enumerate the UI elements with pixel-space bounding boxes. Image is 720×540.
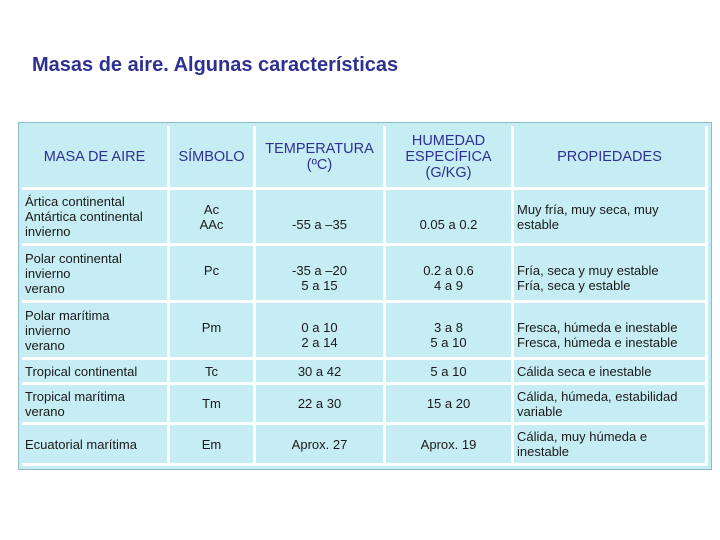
header-humidity-line: ESPECÍFICA bbox=[405, 148, 492, 165]
header-temperature-line: TEMPERATURA bbox=[265, 140, 374, 157]
header-properties-line: PROPIEDADES bbox=[557, 148, 662, 165]
cell-mass bbox=[22, 246, 170, 303]
cell-line: Pc bbox=[203, 263, 220, 278]
cell-line: Polar marítima bbox=[25, 307, 110, 323]
header-humidity bbox=[386, 126, 514, 190]
table-row bbox=[22, 425, 708, 466]
cell-line: Ártica continental bbox=[25, 194, 125, 209]
cell-properties bbox=[514, 190, 708, 246]
cell-line: Antártica continental bbox=[25, 209, 143, 224]
cell-line: Cálida seca e inestable bbox=[517, 363, 652, 379]
cell-temperature bbox=[256, 425, 386, 466]
cell-symbol bbox=[170, 425, 256, 466]
cell-mass bbox=[22, 190, 170, 246]
cell-line: variable bbox=[517, 403, 563, 419]
table-row bbox=[22, 303, 708, 360]
air-masses-table bbox=[22, 126, 708, 466]
cell-line: Ac bbox=[203, 201, 220, 217]
cell-line: 22 a 30 bbox=[297, 396, 342, 411]
header-symbol-line: SÍMBOLO bbox=[178, 148, 245, 165]
header-temperature bbox=[256, 126, 386, 190]
header-humidity-line: HUMEDAD bbox=[411, 132, 486, 149]
cell-properties bbox=[514, 425, 708, 466]
cell-line: Fresca, húmeda e inestable bbox=[517, 335, 678, 350]
cell-line: Pm bbox=[201, 320, 222, 335]
cell-temperature bbox=[256, 385, 386, 425]
cell-line: Cálida, muy húmeda e bbox=[517, 429, 648, 444]
cell-line: Tropical continental bbox=[25, 363, 138, 379]
cell-temperature bbox=[256, 246, 386, 303]
cell-humidity bbox=[386, 303, 514, 360]
cell-line: Fría, seca y muy estable bbox=[517, 263, 659, 278]
cell-humidity bbox=[386, 190, 514, 246]
cell-symbol bbox=[170, 190, 256, 246]
cell-mass bbox=[22, 360, 170, 385]
header-row bbox=[22, 126, 708, 190]
cell-line: 15 a 20 bbox=[426, 396, 471, 411]
table-row bbox=[22, 385, 708, 425]
cell-humidity bbox=[386, 385, 514, 425]
cell-line: Tropical marítima bbox=[25, 388, 125, 404]
cell-line: 5 a 10 bbox=[430, 363, 467, 379]
header-mass bbox=[22, 126, 170, 190]
cell-line: Muy fría, muy seca, muy bbox=[517, 201, 659, 217]
cell-line: Polar continental bbox=[25, 250, 122, 266]
cell-properties bbox=[514, 246, 708, 303]
cell-mass bbox=[22, 425, 170, 466]
cell-line: invierno bbox=[25, 224, 71, 239]
cell-line: Tc bbox=[205, 363, 218, 379]
cell-line: Ecuatorial marítima bbox=[25, 436, 137, 452]
cell-line: 4 a 9 bbox=[434, 278, 463, 293]
page-title: Masas de aire. Algunas características bbox=[32, 54, 399, 76]
cell-line: estable bbox=[517, 216, 559, 232]
cell-line: Fría, seca y estable bbox=[517, 278, 631, 293]
cell-symbol bbox=[170, 303, 256, 360]
cell-line: 5 a 10 bbox=[430, 335, 467, 350]
cell-humidity bbox=[386, 246, 514, 303]
cell-symbol bbox=[170, 246, 256, 303]
cell-line: -55 a –35 bbox=[292, 217, 347, 232]
table-row bbox=[22, 190, 708, 246]
header-mass-line: MASA DE AIRE bbox=[43, 148, 146, 165]
cell-line: Aprox. 19 bbox=[420, 436, 477, 452]
cell-humidity bbox=[386, 425, 514, 466]
air-masses-table-panel bbox=[18, 122, 712, 470]
cell-temperature bbox=[256, 303, 386, 360]
cell-line: invierno bbox=[25, 322, 71, 338]
cell-line: Cálida, húmeda, estabilidad bbox=[517, 388, 678, 404]
table-row bbox=[22, 360, 708, 385]
cell-properties bbox=[514, 303, 708, 360]
cell-line: 0.05 a 0.2 bbox=[419, 217, 478, 232]
cell-line: inestable bbox=[517, 444, 570, 459]
cell-temperature bbox=[256, 190, 386, 246]
cell-temperature bbox=[256, 360, 386, 385]
cell-properties bbox=[514, 360, 708, 385]
cell-line: Fresca, húmeda e inestable bbox=[517, 320, 678, 335]
cell-line: 30 a 42 bbox=[297, 363, 342, 379]
cell-line: 3 a 8 bbox=[434, 320, 463, 335]
cell-line: Aprox. 27 bbox=[291, 436, 348, 452]
cell-line: invierno bbox=[25, 265, 71, 281]
cell-mass bbox=[22, 385, 170, 425]
cell-line: verano bbox=[25, 280, 65, 296]
header-properties bbox=[514, 126, 708, 190]
cell-humidity bbox=[386, 360, 514, 385]
cell-line: 0.2 a 0.6 bbox=[423, 263, 474, 278]
header-symbol bbox=[170, 126, 256, 190]
cell-properties bbox=[514, 385, 708, 425]
header-humidity-unit: (G/KG) bbox=[425, 164, 472, 181]
cell-line: 2 a 14 bbox=[301, 335, 338, 350]
cell-line: AAc bbox=[199, 216, 224, 232]
cell-line: 0 a 10 bbox=[301, 320, 338, 335]
cell-line: Tm bbox=[202, 396, 221, 411]
cell-line: 5 a 15 bbox=[301, 278, 338, 293]
cell-mass bbox=[22, 303, 170, 360]
cell-line: verano bbox=[25, 403, 65, 419]
cell-symbol bbox=[170, 385, 256, 425]
header-temperature-unit: (ºC) bbox=[306, 156, 333, 173]
cell-symbol bbox=[170, 360, 256, 385]
cell-line: -35 a –20 bbox=[292, 263, 347, 278]
cell-line: verano bbox=[25, 337, 65, 353]
table-row bbox=[22, 246, 708, 303]
cell-line: Em bbox=[201, 436, 222, 452]
